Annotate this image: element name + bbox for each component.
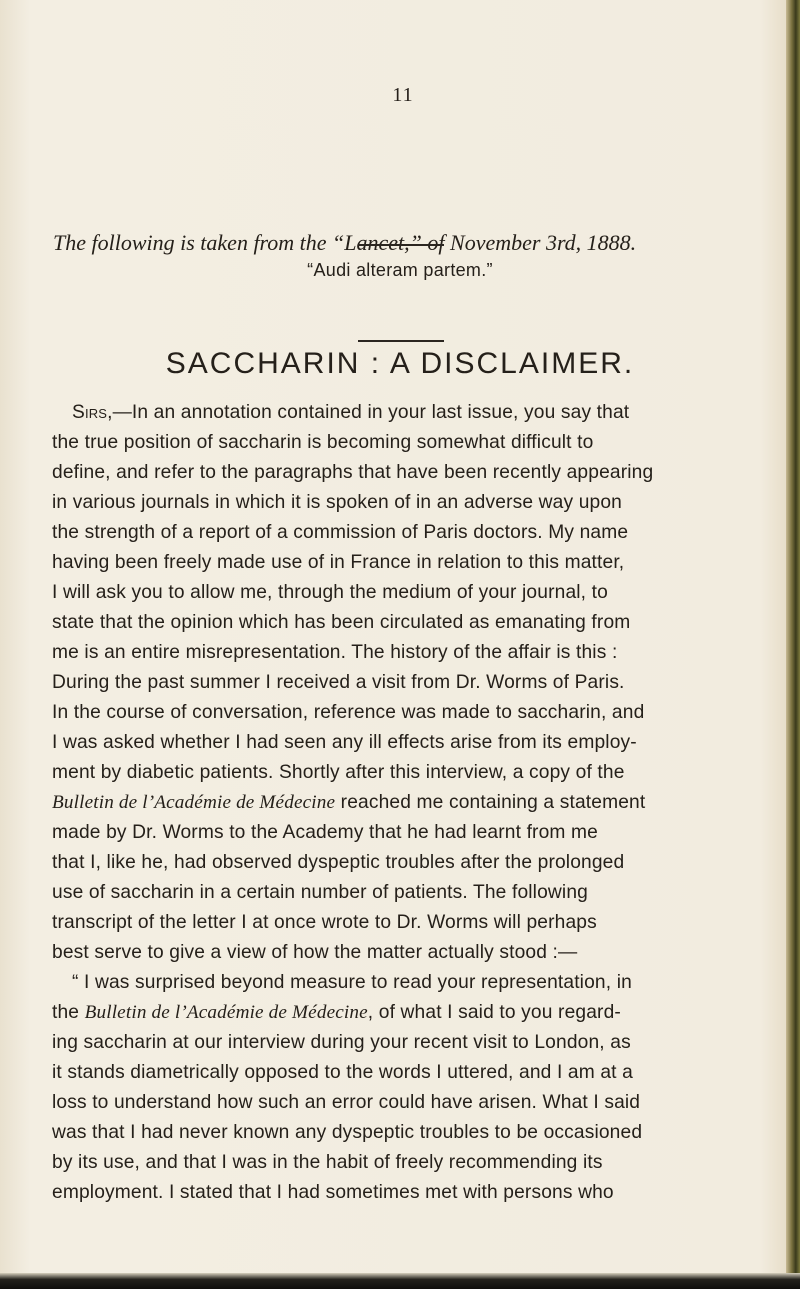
line-text: that I, like he, had observed dyspeptic troubles after the prolonged (52, 852, 625, 873)
text-line (52, 608, 757, 638)
line-text: by its use, and that I was in the habit of freely recommending its (52, 1152, 603, 1173)
text-line (52, 668, 757, 698)
page-bottom-edge (0, 1273, 800, 1289)
text-line (52, 848, 757, 878)
text-line (52, 788, 757, 818)
motto: “Audi alteram partem.” (307, 260, 493, 280)
text-line (52, 398, 757, 428)
text-line (52, 488, 757, 518)
text-line (52, 968, 757, 998)
line-text: loss to understand how such an error could have arisen. What I said (52, 1092, 641, 1113)
source-note: The following is taken from the “Lancet,” of November 3rd, 1888. (53, 230, 637, 255)
text-line (52, 458, 757, 488)
line-text: in various journals in which it is spoken of in an adverse way upon (52, 492, 622, 513)
line-text: define, and refer to the paragraphs that have been recently appearing (52, 462, 654, 483)
text-line (52, 998, 757, 1028)
article-body (52, 398, 757, 1208)
text-line (52, 518, 757, 548)
line-text: made by Dr. Worms to the Academy that he had learnt from me (52, 822, 598, 843)
line-text: state that the opinion which has been circulated as emanating from (52, 612, 631, 633)
line-text: the true position of saccharin is becoming somewhat difficult to (52, 432, 594, 453)
text-line (52, 878, 757, 908)
text-line (52, 1088, 757, 1118)
line-text: During the past summer I received a visit from Dr. Worms of Paris. (52, 672, 625, 693)
line-text: the strength of a report of a commission of Paris doctors. My name (52, 522, 629, 543)
text-line (52, 908, 757, 938)
text-line (52, 428, 757, 458)
line-text: “ I was surprised beyond measure to read your representation, in (72, 972, 632, 993)
journal-title: Bulletin de l’Académie de Médecine (52, 792, 336, 813)
text-line (52, 1118, 757, 1148)
line-text: transcript of the letter I at once wrote to Dr. Worms will perhaps (52, 912, 597, 933)
text-line (52, 578, 757, 608)
text-line (52, 818, 757, 848)
line-text: me is an entire misrepresentation. The history of the affair is this : (52, 642, 618, 663)
salutation: Sirs, (72, 402, 113, 423)
text-line (52, 638, 757, 668)
line-text: use of saccharin in a certain number of patients. The following (52, 882, 588, 903)
line-text: —In an annotation contained in your last issue, you say that (112, 402, 630, 423)
line-text: I was asked whether I had seen any ill effects arise from its employ- (52, 732, 637, 753)
line-text: ment by diabetic patients. Shortly after this interview, a copy of the (52, 762, 625, 783)
line-text: In the course of conversation, reference was made to saccharin, and (52, 702, 645, 723)
article-title: SACCHARIN : A DISCLAIMER. (165, 347, 635, 380)
text-line (52, 728, 757, 758)
text-line (52, 758, 757, 788)
text-line (52, 698, 757, 728)
line-text: reached me containing a statement (335, 792, 646, 813)
page-number: 11 (392, 84, 414, 106)
text-line (52, 548, 757, 578)
divider-rule-bottom (358, 340, 444, 342)
text-line (52, 1028, 757, 1058)
line-text: best serve to give a view of how the matter actually stood :— (52, 942, 578, 963)
text-line (52, 1178, 757, 1208)
line-text: having been freely made use of in France in relation to this matter, (52, 552, 625, 573)
line-text: employment. I stated that I had sometimes met with persons who (52, 1182, 614, 1203)
line-text: was that I had never known any dyspeptic troubles to be occasioned (52, 1122, 643, 1143)
line-text: it stands diametrically opposed to the words I uttered, and I am at a (52, 1062, 633, 1083)
text-line (52, 1058, 757, 1088)
line-text: ing saccharin at our interview during your recent visit to London, as (52, 1032, 631, 1053)
line-prefix: the (52, 1002, 85, 1023)
text-line (52, 1148, 757, 1178)
text-line (52, 938, 757, 968)
journal-title: Bulletin de l’Académie de Médecine (84, 1002, 368, 1023)
page-binding-edge (786, 0, 800, 1289)
line-text: I will ask you to allow me, through the medium of your journal, to (52, 582, 608, 603)
line-text: , of what I said to you regard- (367, 1002, 621, 1023)
divider-rule-top (358, 244, 444, 246)
